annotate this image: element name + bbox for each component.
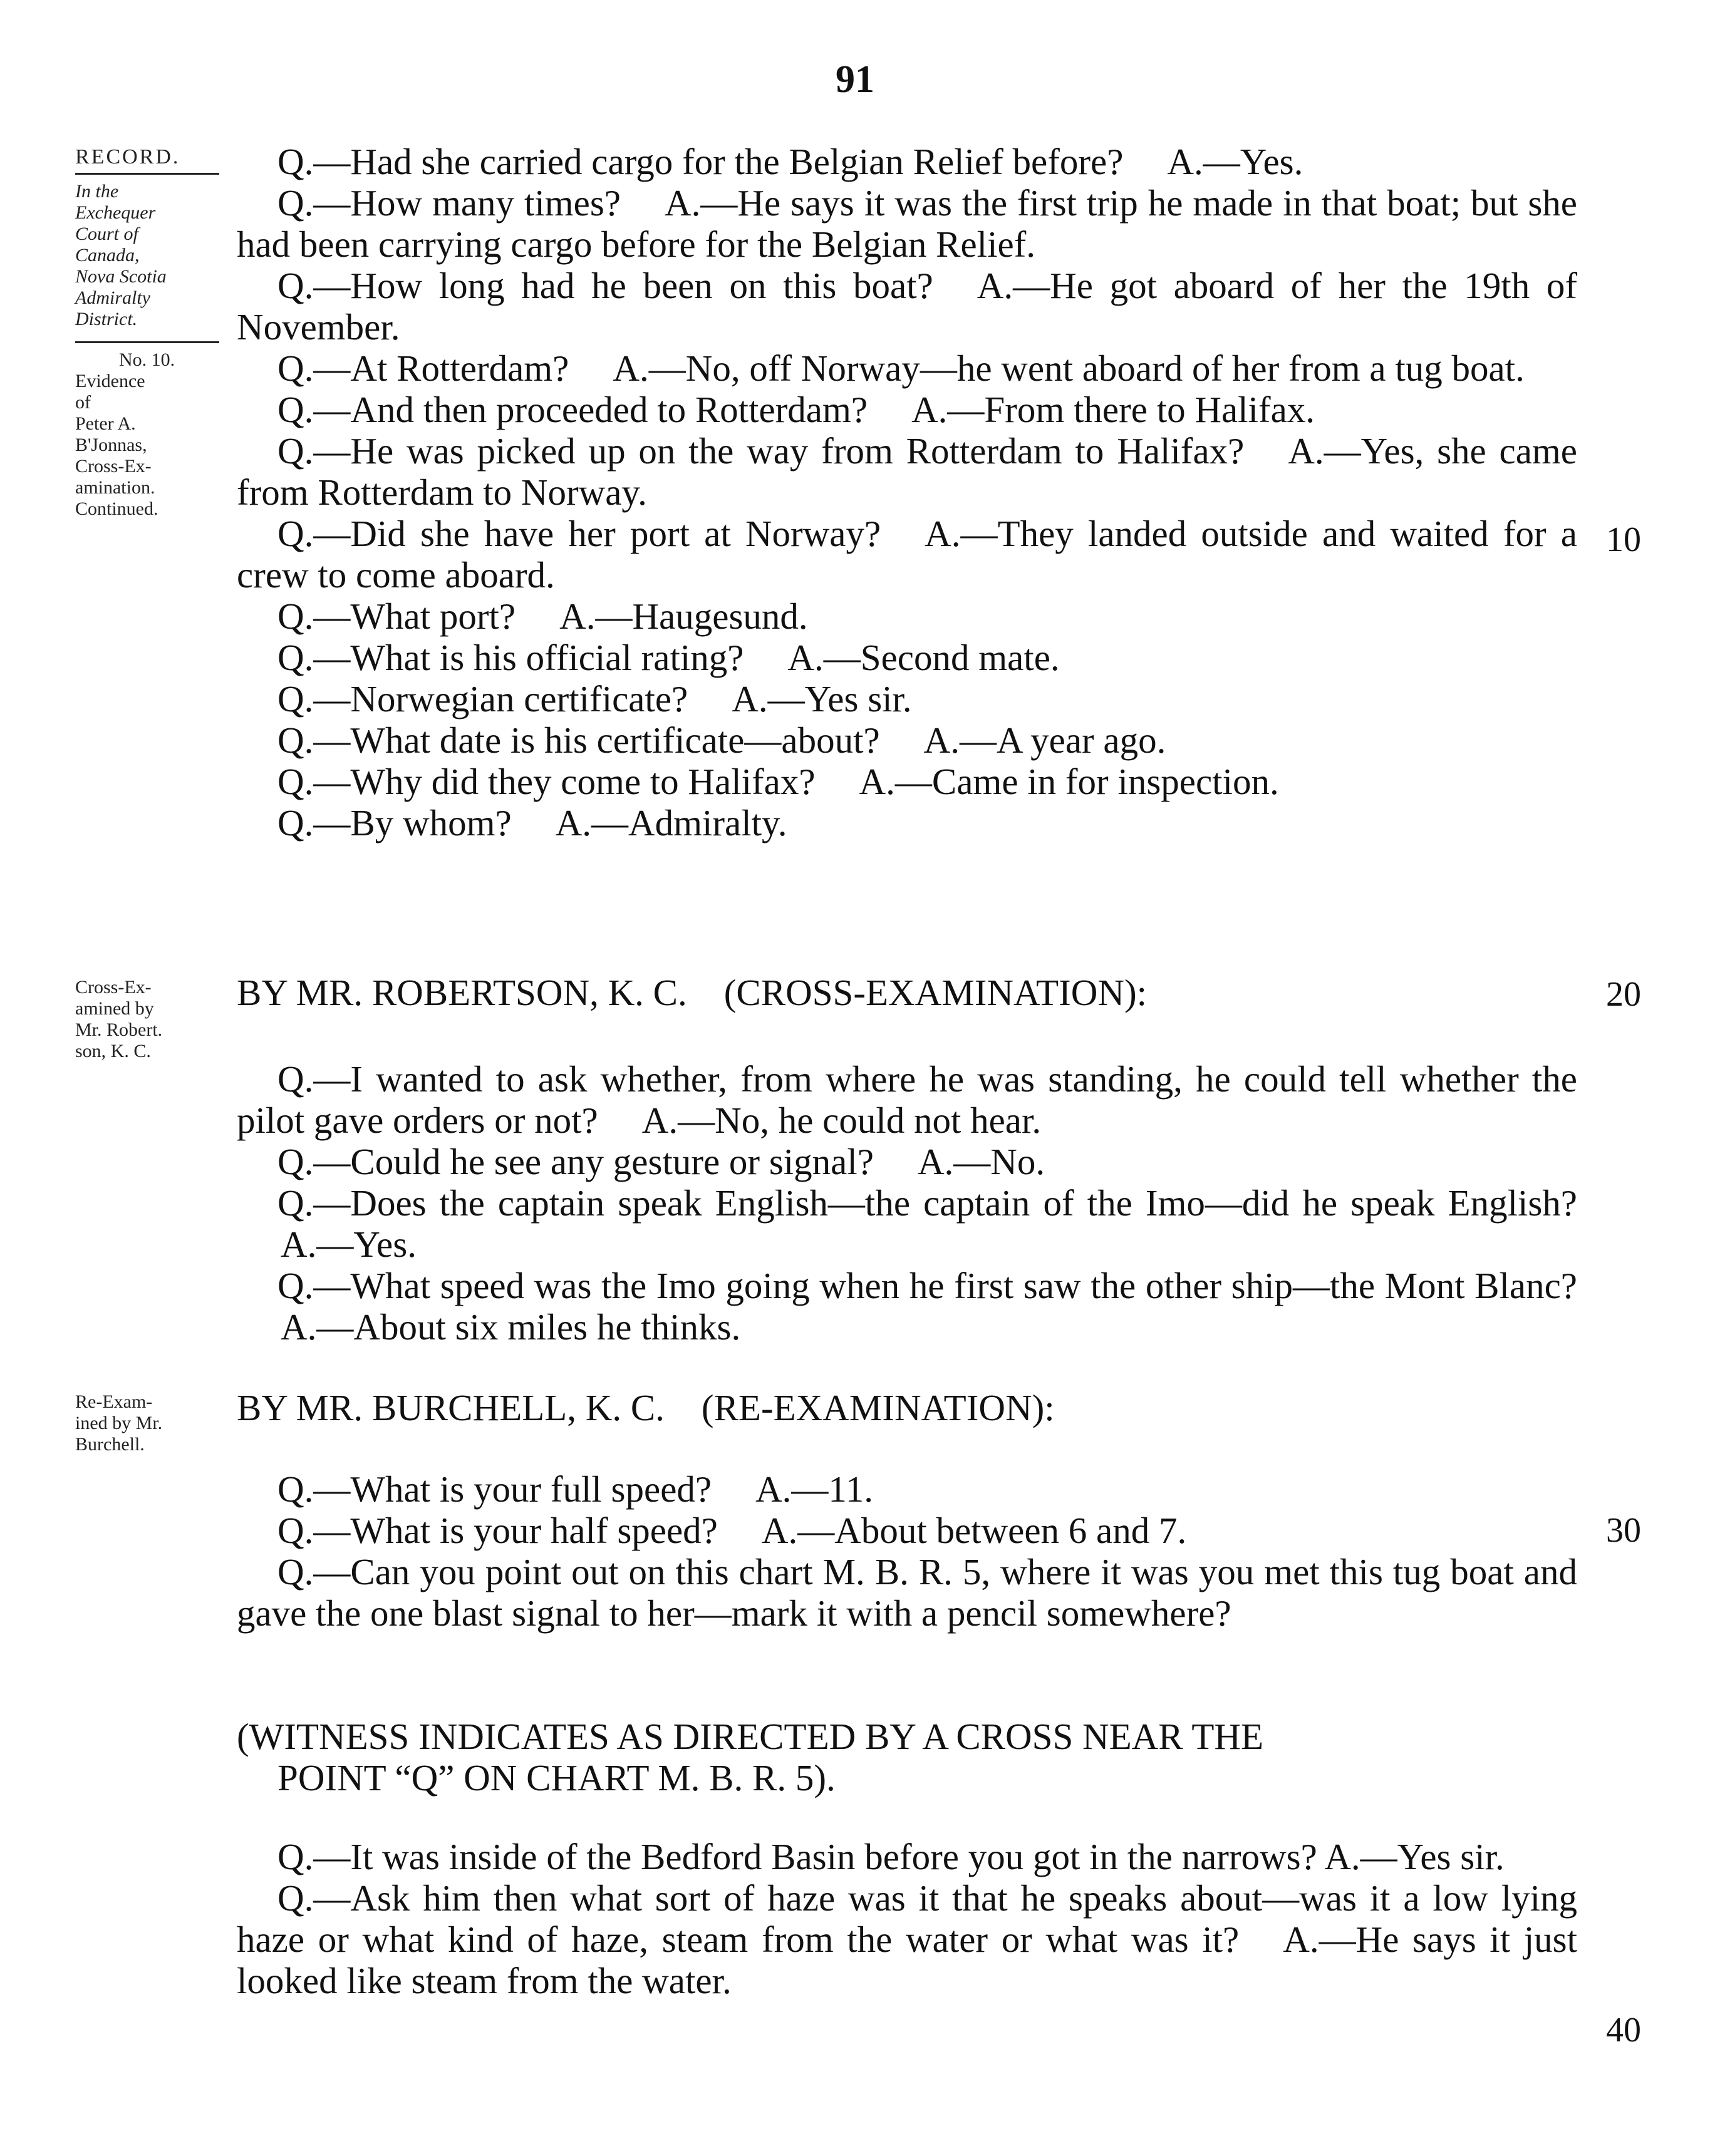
question: Q.—What date is his certificate—about? xyxy=(277,720,880,761)
line-number: 20 xyxy=(1606,975,1641,1014)
margin-court-line: District. xyxy=(75,309,138,329)
witness-note-block xyxy=(237,1716,1577,1798)
qa-paragraph xyxy=(237,1510,1577,1551)
margin-evidence-line: Cross-Ex- xyxy=(75,456,152,477)
answer: A.—He says it just looked like steam from the water. xyxy=(237,1919,1577,2001)
qa-paragraph xyxy=(237,182,1577,265)
qa-paragraph xyxy=(237,430,1577,513)
answer: A.—Yes. xyxy=(281,1224,417,1265)
margin-cross-line: Mr. Robert. xyxy=(75,1019,163,1040)
qa-paragraph xyxy=(237,348,1577,389)
qa-paragraph xyxy=(237,141,1577,182)
qa-paragraph xyxy=(237,265,1577,348)
answer: A.—About between 6 and 7. xyxy=(761,1510,1187,1551)
testimony-block-2 xyxy=(237,1058,1577,1348)
qa-paragraph xyxy=(237,720,1577,761)
margin-divider xyxy=(75,173,219,175)
qa-paragraph xyxy=(237,1468,1577,1510)
answer: A.—They landed outside and waited for a crew to come aboard. xyxy=(237,513,1577,596)
margin-cross-line: Cross-Ex- xyxy=(75,977,152,998)
question: Q.—What speed was the Imo going when he first saw the other ship—the Mont Blanc? xyxy=(277,1265,1577,1306)
testimony-block-1 xyxy=(237,141,1577,843)
testimony-block-4 xyxy=(237,1836,1577,2001)
qa-paragraph xyxy=(237,596,1577,637)
margin-reexam-line: Re-Exam- xyxy=(75,1391,153,1412)
record-label: RECORD. xyxy=(75,145,180,168)
question: Q.—At Rotterdam? xyxy=(277,348,569,389)
answer: A.—11. xyxy=(755,1468,873,1510)
qa-paragraph xyxy=(237,678,1577,720)
margin-evidence-line: Evidence xyxy=(75,371,145,391)
margin-record xyxy=(75,147,232,520)
question: Q.—What port? xyxy=(277,596,516,637)
witness-note-line: POINT “Q” ON CHART M. B. R. 5). xyxy=(277,1757,836,1798)
margin-divider xyxy=(75,341,219,343)
qa-paragraph xyxy=(237,1058,1577,1141)
question: Q.—How many times? xyxy=(277,182,621,224)
answer: A.—No. xyxy=(917,1141,1045,1182)
margin-evidence-line: No. 10. xyxy=(119,349,175,370)
question: Q.—Did she have her port at Norway? xyxy=(277,513,881,554)
margin-cross-line: son, K. C. xyxy=(75,1041,151,1061)
margin-cross-line: amined by xyxy=(75,998,154,1019)
qa-paragraph xyxy=(237,1265,1577,1348)
testimony-block-3 xyxy=(237,1468,1577,1634)
answer: A.—Came in for inspection. xyxy=(859,761,1279,802)
question: Q.—He was picked up on the way from Rotterdam to Halifax? xyxy=(277,430,1245,472)
question: Q.—Norwegian certificate? xyxy=(277,678,688,720)
question: Q.—Ask him then what sort of haze was it that he speaks about—was it a low lying haze or what kind of haze, steam from the water or what was it? xyxy=(237,1877,1577,1960)
margin-evidence-line: Peter A. xyxy=(75,413,136,434)
question: Q.—What is your full speed? xyxy=(277,1468,712,1510)
question: Q.—Had she carried cargo for the Belgian Relief before? xyxy=(277,141,1124,182)
question: Q.—What is your half speed? xyxy=(277,1510,718,1551)
line-number: 10 xyxy=(1606,520,1641,559)
re-examination-heading-block xyxy=(237,1387,1577,1428)
qa-paragraph xyxy=(237,1182,1577,1265)
page-number: 91 xyxy=(836,58,874,101)
answer: A.—He got aboard of her the 19th of November. xyxy=(237,265,1577,348)
answer: A.—No, off Norway—he went aboard of her from a tug boat. xyxy=(613,348,1525,389)
margin-evidence-line: of xyxy=(75,392,91,413)
question: Q.—How long had he been on this boat? xyxy=(277,265,933,306)
qa-paragraph xyxy=(237,637,1577,678)
question: Q.—Why did they come to Halifax? xyxy=(277,761,816,802)
section-heading: BY MR. ROBERTSON, K. C. (CROSS-EXAMINATION): xyxy=(237,972,1147,1013)
answer: A.—Yes sir. xyxy=(732,678,912,720)
answer: A.—A year ago. xyxy=(923,720,1166,761)
section-heading: BY MR. BURCHELL, K. C. (RE-EXAMINATION): xyxy=(237,1387,1055,1428)
question: Q.—Does the captain speak English—the captain of the Imo—did he speak English? xyxy=(277,1182,1577,1224)
margin-court-line: Exchequer xyxy=(75,202,156,223)
qa-paragraph xyxy=(237,761,1577,802)
question: Q.—It was inside of the Bedford Basin before you got in the narrows? xyxy=(277,1836,1317,1877)
answer: A.—He says it was the first trip he made in that boat; but she had been carrying cargo before for the Belgian Relief. xyxy=(237,182,1577,265)
question: Q.—Can you point out on this chart M. B. R. 5, where it was you met this tug boat and gave the one blast signal to her—mark it with a pencil somewhere? xyxy=(237,1551,1577,1634)
qa-paragraph xyxy=(237,513,1577,596)
line-number: 30 xyxy=(1606,1511,1641,1550)
qa-paragraph xyxy=(237,1836,1577,1877)
answer: A.—Yes, she came from Rotterdam to Norway. xyxy=(237,430,1577,513)
margin-reexam xyxy=(75,1391,232,1455)
margin-evidence-line: Continued. xyxy=(75,498,158,519)
margin-cross xyxy=(75,977,232,1062)
margin-reexam-line: Burchell. xyxy=(75,1434,145,1455)
qa-paragraph xyxy=(237,1141,1577,1182)
answer: A.—Yes sir. xyxy=(1324,1836,1505,1877)
answer: A.—Admiralty. xyxy=(555,802,787,843)
question: Q.—And then proceeded to Rotterdam? xyxy=(277,389,868,430)
answer: A.—No, he could not hear. xyxy=(641,1100,1042,1141)
witness-note-line: (WITNESS INDICATES AS DIRECTED BY A CROSS NEAR THE xyxy=(237,1716,1264,1757)
answer: A.—From there to Halifax. xyxy=(911,389,1315,430)
margin-court-line: Nova Scotia xyxy=(75,266,167,287)
cross-examination-heading-block xyxy=(237,972,1577,1013)
margin-evidence-line: amination. xyxy=(75,477,155,498)
question: Q.—I wanted to ask whether, from where he was standing, he could tell whether the pilot gave orders or not? xyxy=(237,1058,1577,1141)
answer: A.—Second mate. xyxy=(787,637,1060,678)
question: Q.—Could he see any gesture or signal? xyxy=(277,1141,874,1182)
qa-paragraph xyxy=(237,389,1577,430)
qa-paragraph xyxy=(237,1551,1577,1634)
margin-court-line: Admiralty xyxy=(75,287,150,308)
margin-court-line: In the xyxy=(75,181,119,202)
margin-evidence-line: B'Jonnas, xyxy=(75,435,147,455)
qa-paragraph xyxy=(237,1877,1577,2001)
margin-court-line: Court of xyxy=(75,224,138,244)
question: Q.—What is his official rating? xyxy=(277,637,744,678)
margin-reexam-line: ined by Mr. xyxy=(75,1413,163,1433)
line-number: 40 xyxy=(1606,2011,1641,2050)
qa-paragraph xyxy=(237,802,1577,843)
answer: A.—Yes. xyxy=(1167,141,1303,182)
witness-note xyxy=(237,1716,1577,1798)
question: Q.—By whom? xyxy=(277,802,512,843)
answer: A.—Haugesund. xyxy=(559,596,808,637)
margin-court-line: Canada, xyxy=(75,245,140,266)
answer: A.—About six miles he thinks. xyxy=(281,1306,741,1348)
